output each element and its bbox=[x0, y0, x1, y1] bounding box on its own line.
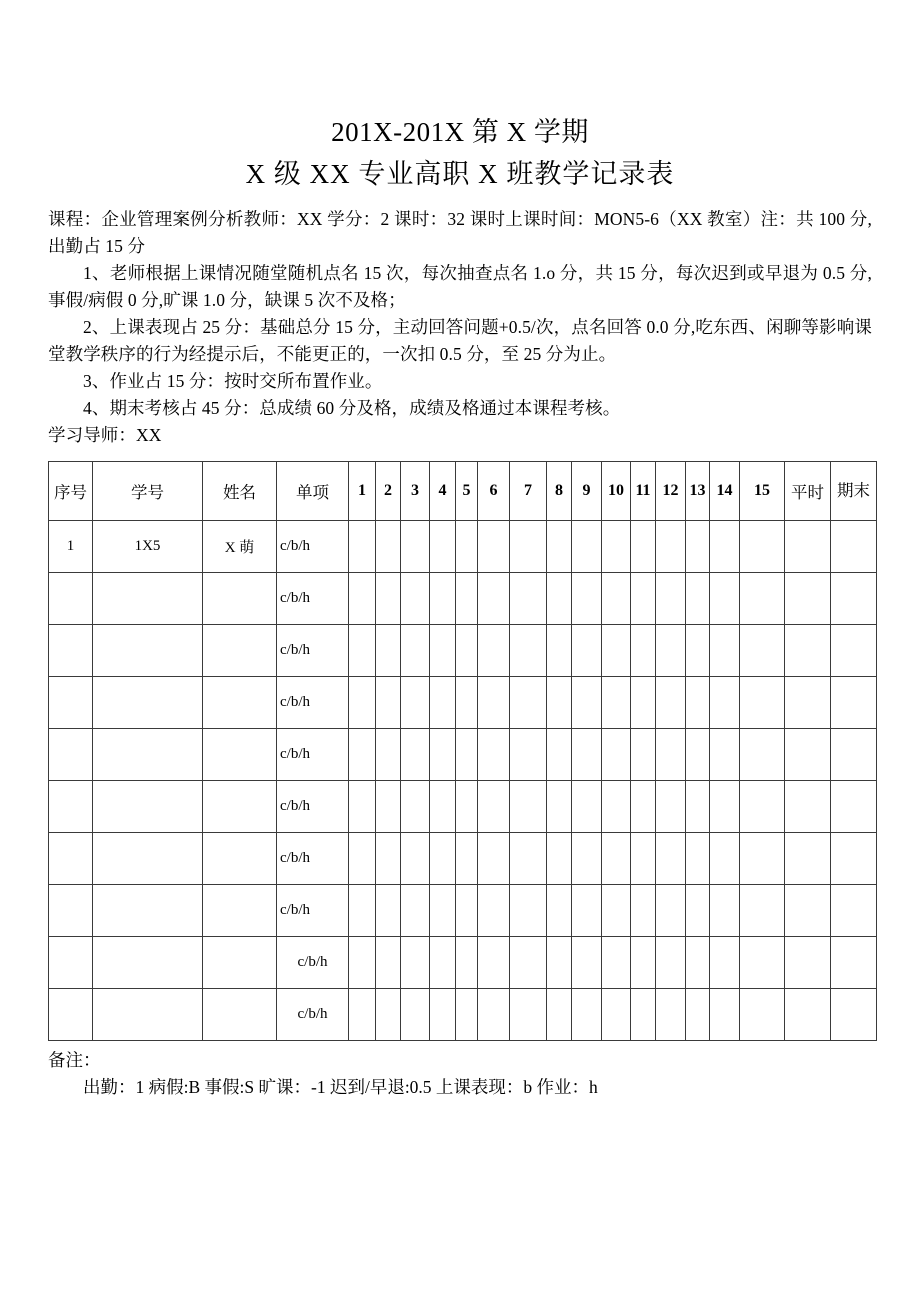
cell-score-r4-c10[interactable] bbox=[510, 729, 547, 781]
cell-score-r3-c5[interactable] bbox=[376, 677, 401, 729]
cell-score-r2-c13[interactable] bbox=[602, 625, 631, 677]
cell-score-r4-c12[interactable] bbox=[572, 729, 602, 781]
cell-score-r2-c11[interactable] bbox=[547, 625, 572, 677]
cell-score-r2-c20[interactable] bbox=[831, 625, 877, 677]
advisor-line: 学习导师：XX bbox=[48, 425, 162, 445]
cell-score-r5-c5[interactable] bbox=[376, 781, 401, 833]
header-session-7: 7 bbox=[510, 462, 547, 521]
cell-score-r8-c20[interactable] bbox=[831, 937, 877, 989]
cell-score-r6-c16[interactable] bbox=[686, 833, 710, 885]
cell-score-r4-c15[interactable] bbox=[656, 729, 686, 781]
cell-index-1[interactable] bbox=[49, 573, 93, 625]
cell-score-r8-c7[interactable] bbox=[430, 937, 456, 989]
cell-score-r3-c13[interactable] bbox=[602, 677, 631, 729]
cell-score-r6-c4[interactable] bbox=[349, 833, 376, 885]
cell-student-id-1[interactable] bbox=[93, 573, 203, 625]
header-session-10: 10 bbox=[602, 462, 631, 521]
cell-score-r7-c13[interactable] bbox=[602, 885, 631, 937]
header-name: 姓名 bbox=[203, 462, 277, 521]
cell-score-r1-c20[interactable] bbox=[831, 573, 877, 625]
cell-score-r9-c7[interactable] bbox=[430, 989, 456, 1041]
cell-index-5[interactable] bbox=[49, 781, 93, 833]
cell-score-r4-c9[interactable] bbox=[478, 729, 510, 781]
cell-score-r4-c8[interactable] bbox=[456, 729, 478, 781]
table-row bbox=[49, 521, 877, 573]
cell-score-r1-c11[interactable] bbox=[547, 573, 572, 625]
cell-score-r7-c9[interactable] bbox=[478, 885, 510, 937]
cell-score-r9-c18[interactable] bbox=[740, 989, 785, 1041]
cell-score-r1-c5[interactable] bbox=[376, 573, 401, 625]
cell-score-r8-c15[interactable] bbox=[656, 937, 686, 989]
cell-score-r0-c9[interactable] bbox=[478, 521, 510, 573]
cell-score-r1-c16[interactable] bbox=[686, 573, 710, 625]
cell-score-r9-c12[interactable] bbox=[572, 989, 602, 1041]
course-info-paragraph: 课程：企业管理案例分析教师：XX 学分：2 课时：32 课时上课时间：MON5-6（XX 教室）注：共 100 分,出勤占 15 分 bbox=[48, 209, 872, 256]
remark-label: 备注： bbox=[48, 1050, 101, 1070]
cell-score-r8-c19[interactable] bbox=[785, 937, 831, 989]
cell-item-5[interactable]: c/b/h bbox=[277, 781, 349, 833]
cell-score-r9-c4[interactable] bbox=[349, 989, 376, 1041]
cell-score-r7-c20[interactable] bbox=[831, 885, 877, 937]
cell-score-r7-c15[interactable] bbox=[656, 885, 686, 937]
cell-index-6[interactable] bbox=[49, 833, 93, 885]
cell-score-r7-c6[interactable] bbox=[401, 885, 430, 937]
cell-score-r0-c4[interactable] bbox=[349, 521, 376, 573]
cell-score-r6-c11[interactable] bbox=[547, 833, 572, 885]
cell-score-r8-c11[interactable] bbox=[547, 937, 572, 989]
cell-student-id-8[interactable] bbox=[93, 937, 203, 989]
cell-score-r5-c20[interactable] bbox=[831, 781, 877, 833]
cell-student-id-4[interactable] bbox=[93, 729, 203, 781]
cell-score-r8-c14[interactable] bbox=[631, 937, 656, 989]
cell-name-6[interactable] bbox=[203, 833, 277, 885]
cell-score-r5-c10[interactable] bbox=[510, 781, 547, 833]
cell-score-r8-c9[interactable] bbox=[478, 937, 510, 989]
cell-score-r2-c4[interactable] bbox=[349, 625, 376, 677]
table-row bbox=[49, 937, 877, 989]
cell-score-r6-c12[interactable] bbox=[572, 833, 602, 885]
cell-score-r5-c13[interactable] bbox=[602, 781, 631, 833]
cell-score-r3-c19[interactable] bbox=[785, 677, 831, 729]
cell-score-r1-c14[interactable] bbox=[631, 573, 656, 625]
cell-score-r7-c5[interactable] bbox=[376, 885, 401, 937]
cell-score-r1-c4[interactable] bbox=[349, 573, 376, 625]
cell-score-r4-c14[interactable] bbox=[631, 729, 656, 781]
header-session-6: 6 bbox=[478, 462, 510, 521]
cell-score-r2-c16[interactable] bbox=[686, 625, 710, 677]
cell-score-r5-c11[interactable] bbox=[547, 781, 572, 833]
cell-score-r0-c13[interactable] bbox=[602, 521, 631, 573]
cell-score-r6-c13[interactable] bbox=[602, 833, 631, 885]
header-index: 序号 bbox=[49, 462, 93, 521]
table-row bbox=[49, 625, 877, 677]
footer-block bbox=[48, 1047, 872, 1101]
cell-item-0[interactable]: c/b/h bbox=[277, 521, 349, 573]
cell-score-r3-c4[interactable] bbox=[349, 677, 376, 729]
cell-name-3[interactable] bbox=[203, 677, 277, 729]
cell-score-r8-c13[interactable] bbox=[602, 937, 631, 989]
cell-name-4[interactable] bbox=[203, 729, 277, 781]
document-title-line-2: X 级 XX 专业高职 X 班教学记录表 bbox=[245, 159, 675, 189]
title-block bbox=[48, 0, 872, 196]
cell-score-r1-c15[interactable] bbox=[656, 573, 686, 625]
cell-name-0[interactable]: X 萌 bbox=[203, 521, 277, 573]
cell-score-r9-c17[interactable] bbox=[710, 989, 740, 1041]
rule-paragraph-3: 3、作业占 15 分：按时交所布置作业。 bbox=[83, 371, 383, 391]
cell-index-7[interactable] bbox=[49, 885, 93, 937]
cell-item-4[interactable]: c/b/h bbox=[277, 729, 349, 781]
cell-index-3[interactable] bbox=[49, 677, 93, 729]
cell-score-r9-c11[interactable] bbox=[547, 989, 572, 1041]
cell-score-r3-c6[interactable] bbox=[401, 677, 430, 729]
cell-score-r8-c10[interactable] bbox=[510, 937, 547, 989]
cell-score-r8-c4[interactable] bbox=[349, 937, 376, 989]
cell-score-r3-c17[interactable] bbox=[710, 677, 740, 729]
cell-score-r9-c8[interactable] bbox=[456, 989, 478, 1041]
teaching-record-table bbox=[48, 461, 877, 1041]
table-header-row bbox=[49, 462, 877, 521]
header-student-id: 学号 bbox=[93, 462, 203, 521]
header-final-exam: 期末 bbox=[831, 462, 877, 521]
cell-score-r6-c14[interactable] bbox=[631, 833, 656, 885]
document-title-line-1: 201X-201X 第 X 学期 bbox=[331, 117, 589, 147]
cell-student-id-7[interactable] bbox=[93, 885, 203, 937]
cell-score-r1-c17[interactable] bbox=[710, 573, 740, 625]
cell-score-r7-c4[interactable] bbox=[349, 885, 376, 937]
cell-score-r0-c14[interactable] bbox=[631, 521, 656, 573]
cell-score-r1-c8[interactable] bbox=[456, 573, 478, 625]
cell-score-r6-c8[interactable] bbox=[456, 833, 478, 885]
cell-score-r4-c6[interactable] bbox=[401, 729, 430, 781]
cell-score-r5-c15[interactable] bbox=[656, 781, 686, 833]
cell-score-r2-c14[interactable] bbox=[631, 625, 656, 677]
cell-score-r5-c6[interactable] bbox=[401, 781, 430, 833]
cell-item-7[interactable]: c/b/h bbox=[277, 885, 349, 937]
cell-score-r6-c17[interactable] bbox=[710, 833, 740, 885]
cell-score-r0-c20[interactable] bbox=[831, 521, 877, 573]
cell-score-r8-c16[interactable] bbox=[686, 937, 710, 989]
cell-score-r5-c19[interactable] bbox=[785, 781, 831, 833]
cell-score-r0-c8[interactable] bbox=[456, 521, 478, 573]
cell-score-r1-c13[interactable] bbox=[602, 573, 631, 625]
cell-score-r2-c19[interactable] bbox=[785, 625, 831, 677]
cell-score-r9-c10[interactable] bbox=[510, 989, 547, 1041]
cell-score-r2-c7[interactable] bbox=[430, 625, 456, 677]
cell-name-1[interactable] bbox=[203, 573, 277, 625]
cell-score-r6-c9[interactable] bbox=[478, 833, 510, 885]
header-session-2: 2 bbox=[376, 462, 401, 521]
cell-index-0[interactable]: 1 bbox=[49, 521, 93, 573]
cell-score-r4-c18[interactable] bbox=[740, 729, 785, 781]
cell-score-r3-c14[interactable] bbox=[631, 677, 656, 729]
cell-score-r6-c5[interactable] bbox=[376, 833, 401, 885]
cell-score-r7-c17[interactable] bbox=[710, 885, 740, 937]
cell-index-9[interactable] bbox=[49, 989, 93, 1041]
cell-score-r5-c9[interactable] bbox=[478, 781, 510, 833]
cell-score-r4-c11[interactable] bbox=[547, 729, 572, 781]
cell-score-r8-c5[interactable] bbox=[376, 937, 401, 989]
cell-score-r6-c7[interactable] bbox=[430, 833, 456, 885]
cell-score-r7-c12[interactable] bbox=[572, 885, 602, 937]
cell-score-r1-c19[interactable] bbox=[785, 573, 831, 625]
cell-score-r0-c18[interactable] bbox=[740, 521, 785, 573]
cell-score-r9-c16[interactable] bbox=[686, 989, 710, 1041]
cell-item-6[interactable]: c/b/h bbox=[277, 833, 349, 885]
cell-score-r6-c6[interactable] bbox=[401, 833, 430, 885]
cell-score-r3-c9[interactable] bbox=[478, 677, 510, 729]
cell-index-8[interactable] bbox=[49, 937, 93, 989]
cell-score-r1-c12[interactable] bbox=[572, 573, 602, 625]
table-row bbox=[49, 573, 877, 625]
cell-name-8[interactable] bbox=[203, 937, 277, 989]
cell-score-r9-c14[interactable] bbox=[631, 989, 656, 1041]
header-session-9: 9 bbox=[572, 462, 602, 521]
cell-score-r8-c17[interactable] bbox=[710, 937, 740, 989]
cell-score-r7-c16[interactable] bbox=[686, 885, 710, 937]
cell-score-r6-c19[interactable] bbox=[785, 833, 831, 885]
cell-score-r4-c16[interactable] bbox=[686, 729, 710, 781]
cell-score-r3-c15[interactable] bbox=[656, 677, 686, 729]
cell-score-r9-c19[interactable] bbox=[785, 989, 831, 1041]
cell-score-r2-c17[interactable] bbox=[710, 625, 740, 677]
cell-score-r5-c17[interactable] bbox=[710, 781, 740, 833]
cell-score-r8-c12[interactable] bbox=[572, 937, 602, 989]
cell-score-r3-c16[interactable] bbox=[686, 677, 710, 729]
cell-student-id-6[interactable] bbox=[93, 833, 203, 885]
cell-score-r3-c12[interactable] bbox=[572, 677, 602, 729]
header-session-4: 4 bbox=[430, 462, 456, 521]
table-row bbox=[49, 781, 877, 833]
course-info-block bbox=[48, 206, 872, 449]
table-row bbox=[49, 729, 877, 781]
rule-paragraph-2: 2、上课表现占 25 分：基础总分 15 分，主动回答问题+0.5/次，点名回答 0.0 分,吃东西、闲聊等影响课堂教学秩序的行为经提示后，不能更正的，一次扣 0.5 分，至 25 分为止。 bbox=[48, 317, 872, 364]
cell-student-id-2[interactable] bbox=[93, 625, 203, 677]
cell-score-r5-c8[interactable] bbox=[456, 781, 478, 833]
header-item: 单项 bbox=[277, 462, 349, 521]
cell-score-r3-c7[interactable] bbox=[430, 677, 456, 729]
cell-score-r9-c5[interactable] bbox=[376, 989, 401, 1041]
cell-score-r0-c16[interactable] bbox=[686, 521, 710, 573]
cell-index-2[interactable] bbox=[49, 625, 93, 677]
cell-score-r0-c5[interactable] bbox=[376, 521, 401, 573]
cell-score-r9-c15[interactable] bbox=[656, 989, 686, 1041]
cell-student-id-3[interactable] bbox=[93, 677, 203, 729]
cell-score-r4-c19[interactable] bbox=[785, 729, 831, 781]
cell-score-r1-c6[interactable] bbox=[401, 573, 430, 625]
cell-score-r2-c12[interactable] bbox=[572, 625, 602, 677]
table-body bbox=[49, 462, 877, 1041]
cell-score-r2-c6[interactable] bbox=[401, 625, 430, 677]
cell-score-r9-c9[interactable] bbox=[478, 989, 510, 1041]
cell-score-r9-c20[interactable] bbox=[831, 989, 877, 1041]
cell-score-r1-c9[interactable] bbox=[478, 573, 510, 625]
cell-score-r8-c8[interactable] bbox=[456, 937, 478, 989]
cell-score-r4-c4[interactable] bbox=[349, 729, 376, 781]
header-session-15: 15 bbox=[740, 462, 785, 521]
cell-name-2[interactable] bbox=[203, 625, 277, 677]
cell-score-r0-c6[interactable] bbox=[401, 521, 430, 573]
cell-score-r0-c12[interactable] bbox=[572, 521, 602, 573]
cell-item-3[interactable]: c/b/h bbox=[277, 677, 349, 729]
cell-student-id-0[interactable]: 1X5 bbox=[93, 521, 203, 573]
cell-score-r7-c19[interactable] bbox=[785, 885, 831, 937]
cell-name-7[interactable] bbox=[203, 885, 277, 937]
table-row bbox=[49, 989, 877, 1041]
cell-score-r0-c19[interactable] bbox=[785, 521, 831, 573]
header-session-12: 12 bbox=[656, 462, 686, 521]
cell-score-r0-c11[interactable] bbox=[547, 521, 572, 573]
cell-item-8[interactable]: c/b/h bbox=[277, 937, 349, 989]
cell-score-r5-c16[interactable] bbox=[686, 781, 710, 833]
cell-score-r8-c6[interactable] bbox=[401, 937, 430, 989]
cell-score-r4-c5[interactable] bbox=[376, 729, 401, 781]
cell-score-r5-c4[interactable] bbox=[349, 781, 376, 833]
cell-score-r9-c6[interactable] bbox=[401, 989, 430, 1041]
cell-item-2[interactable]: c/b/h bbox=[277, 625, 349, 677]
table-row bbox=[49, 677, 877, 729]
cell-name-5[interactable] bbox=[203, 781, 277, 833]
cell-item-1[interactable]: c/b/h bbox=[277, 573, 349, 625]
cell-score-r5-c14[interactable] bbox=[631, 781, 656, 833]
cell-score-r2-c9[interactable] bbox=[478, 625, 510, 677]
cell-score-r8-c18[interactable] bbox=[740, 937, 785, 989]
header-session-3: 3 bbox=[401, 462, 430, 521]
cell-score-r5-c18[interactable] bbox=[740, 781, 785, 833]
cell-score-r2-c8[interactable] bbox=[456, 625, 478, 677]
cell-score-r0-c7[interactable] bbox=[430, 521, 456, 573]
cell-score-r7-c7[interactable] bbox=[430, 885, 456, 937]
cell-score-r2-c10[interactable] bbox=[510, 625, 547, 677]
remark-detail: 出勤：1 病假:B 事假:S 旷课：-1 迟到/早退:0.5 上课表现：b 作业：h bbox=[83, 1077, 598, 1097]
header-usual: 平时 bbox=[785, 462, 831, 521]
table-row bbox=[49, 833, 877, 885]
cell-score-r7-c11[interactable] bbox=[547, 885, 572, 937]
cell-score-r1-c7[interactable] bbox=[430, 573, 456, 625]
cell-score-r4-c7[interactable] bbox=[430, 729, 456, 781]
cell-score-r1-c18[interactable] bbox=[740, 573, 785, 625]
cell-score-r4-c20[interactable] bbox=[831, 729, 877, 781]
cell-score-r3-c10[interactable] bbox=[510, 677, 547, 729]
table-row bbox=[49, 885, 877, 937]
cell-score-r3-c11[interactable] bbox=[547, 677, 572, 729]
cell-student-id-5[interactable] bbox=[93, 781, 203, 833]
rule-paragraph-4: 4、期末考核占 45 分：总成绩 60 分及格，成绩及格通过本课程考核。 bbox=[83, 398, 621, 418]
cell-score-r3-c18[interactable] bbox=[740, 677, 785, 729]
cell-score-r4-c13[interactable] bbox=[602, 729, 631, 781]
rule-paragraph-1: 1、老师根据上课情况随堂随机点名 15 次，每次抽查点名 1.o 分，共 15 分，每次迟到或早退为 0.5 分,事假/病假 0 分,旷课 1.0 分，缺课 5 次不及格； bbox=[48, 263, 872, 310]
cell-score-r6-c20[interactable] bbox=[831, 833, 877, 885]
header-session-14: 14 bbox=[710, 462, 740, 521]
header-session-1: 1 bbox=[349, 462, 376, 521]
cell-score-r7-c10[interactable] bbox=[510, 885, 547, 937]
cell-score-r1-c10[interactable] bbox=[510, 573, 547, 625]
cell-score-r2-c18[interactable] bbox=[740, 625, 785, 677]
cell-score-r7-c8[interactable] bbox=[456, 885, 478, 937]
header-session-13: 13 bbox=[686, 462, 710, 521]
cell-student-id-9[interactable] bbox=[93, 989, 203, 1041]
cell-score-r0-c15[interactable] bbox=[656, 521, 686, 573]
header-session-8: 8 bbox=[547, 462, 572, 521]
cell-item-9[interactable]: c/b/h bbox=[277, 989, 349, 1041]
cell-score-r4-c17[interactable] bbox=[710, 729, 740, 781]
cell-score-r6-c18[interactable] bbox=[740, 833, 785, 885]
header-session-5: 5 bbox=[456, 462, 478, 521]
cell-score-r3-c20[interactable] bbox=[831, 677, 877, 729]
header-session-11: 11 bbox=[631, 462, 656, 521]
cell-index-4[interactable] bbox=[49, 729, 93, 781]
cell-score-r5-c7[interactable] bbox=[430, 781, 456, 833]
cell-score-r6-c15[interactable] bbox=[656, 833, 686, 885]
cell-score-r2-c5[interactable] bbox=[376, 625, 401, 677]
cell-score-r0-c17[interactable] bbox=[710, 521, 740, 573]
cell-score-r7-c14[interactable] bbox=[631, 885, 656, 937]
cell-score-r6-c10[interactable] bbox=[510, 833, 547, 885]
cell-score-r5-c12[interactable] bbox=[572, 781, 602, 833]
cell-name-9[interactable] bbox=[203, 989, 277, 1041]
cell-score-r3-c8[interactable] bbox=[456, 677, 478, 729]
cell-score-r7-c18[interactable] bbox=[740, 885, 785, 937]
cell-score-r9-c13[interactable] bbox=[602, 989, 631, 1041]
cell-score-r0-c10[interactable] bbox=[510, 521, 547, 573]
cell-score-r2-c15[interactable] bbox=[656, 625, 686, 677]
